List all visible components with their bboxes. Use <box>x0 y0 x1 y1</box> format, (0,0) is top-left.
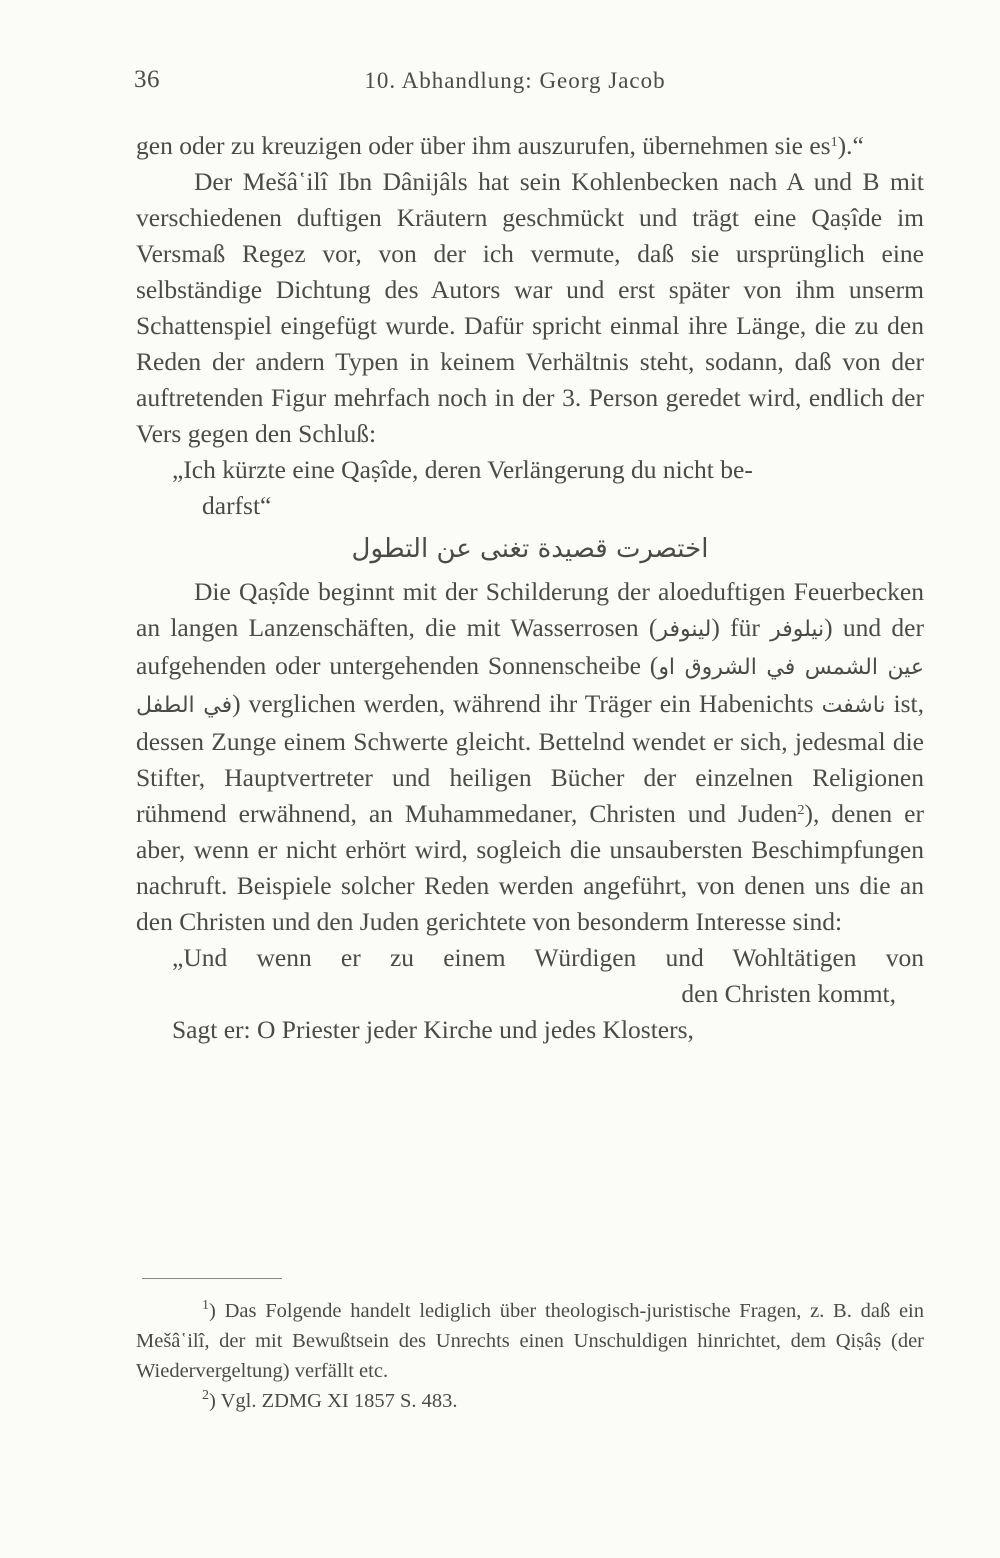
arabic-word-2: نيلوفر <box>770 617 825 642</box>
footnotes <box>136 1296 924 1416</box>
page-number: 36 <box>134 66 160 93</box>
arabic-word-1: لينوفر <box>657 617 712 642</box>
main-text <box>136 128 924 1048</box>
paragraph-kohlenbecken: Der Mešâ῾ilî Ibn Dânijâls hat sein Kohlenbecken nach A und B mit verschiedenen duftigen Kräutern geschmückt und trägt eine Qaṣîde im Versmaß Regez vor, von der ich vermute, daß sie ursprünglich eine selbständige Dichtung des Autors war und erst später von ihm unserm Schattenspiel eingefügt wurde. Dafür spricht einmal ihre Länge, die zu den Reden der andern Typen in keinem Verhältnis steht, sodann, daß von der auftretenden Figur mehrfach noch in der 3. Person geredet wird, endlich der Vers gegen den Schluß: <box>136 167 924 448</box>
footnote-2: $^2$) Vgl. ZDMG XI 1857 S. 483. <box>202 1388 458 1412</box>
verse-line-3: Sagt er: O Priester jeder Kirche und jedes Klosters, <box>172 1015 694 1044</box>
paragraph-qaside: Die Qaṣîde beginnt mit der Schilderung der aloeduftigen Feuerbecken an langen Lanzenschäften, die mit Wasserrosen (لينوفر) für نيلوفر) und der aufgehenden oder untergehenden Sonnenscheibe (عين الشمس في الشروق او في الطفل) verglichen werden, während ihr Träger ein Habenichts ناشفت ist, dessen Zunge einem Schwerte gleicht. Bettelnd wendet er sich, jedesmal die Stifter, Hauptvertreter und heiligen Bücher der einzelnen Religionen rühmend erwähnend, an Muhammedaner, Christen und Juden$^2$), denen er aber, wenn er nicht erhört wird, sogleich die unsaubersten Beschimpfungen nachruft. Beispiele solcher Reden werden angeführt, von denen uns die an den Christen und den Juden gerichtete von besonderm Interesse sind: <box>136 577 925 936</box>
arabic-phrase-3: عين الشمس في الشروق او في الطفل <box>136 655 925 718</box>
quote-line-1: „Ich kürzte eine Qaṣîde, deren Verlängerung du nicht be- <box>172 455 753 484</box>
footnote-ref-1: 1 <box>830 135 838 150</box>
footnote-divider <box>142 1278 282 1279</box>
verse-line-1: „Und wenn er zu einem Würdigen und Wohltätigen von <box>172 943 924 972</box>
arabic-word-4: ناشفت <box>821 693 886 718</box>
footnote-ref-2: 2 <box>797 803 805 818</box>
arabic-verse: اختصرت قصيدة تغنى عن التطول <box>351 534 709 564</box>
verse-line-2: den Christen kommt, <box>681 979 896 1008</box>
footnote-1: $^1$) Das Folgende handelt lediglich über theologisch-juristische Fragen, z. B. daß ein Mešâ῾ilî, der mit Bewußtsein des Unrechts einen Unschuldigen hinrichtet, dem Qiṣâṣ (der Wiedervergeltung) verfällt etc. <box>136 1298 924 1382</box>
quote-line-2: darfst“ <box>202 491 272 520</box>
running-head: 10. Abhandlung: Georg Jacob <box>364 68 666 93</box>
paragraph-continued: gen oder zu kreuzigen oder über ihm auszurufen, übernehmen sie $es^1).“$ <box>136 131 864 160</box>
